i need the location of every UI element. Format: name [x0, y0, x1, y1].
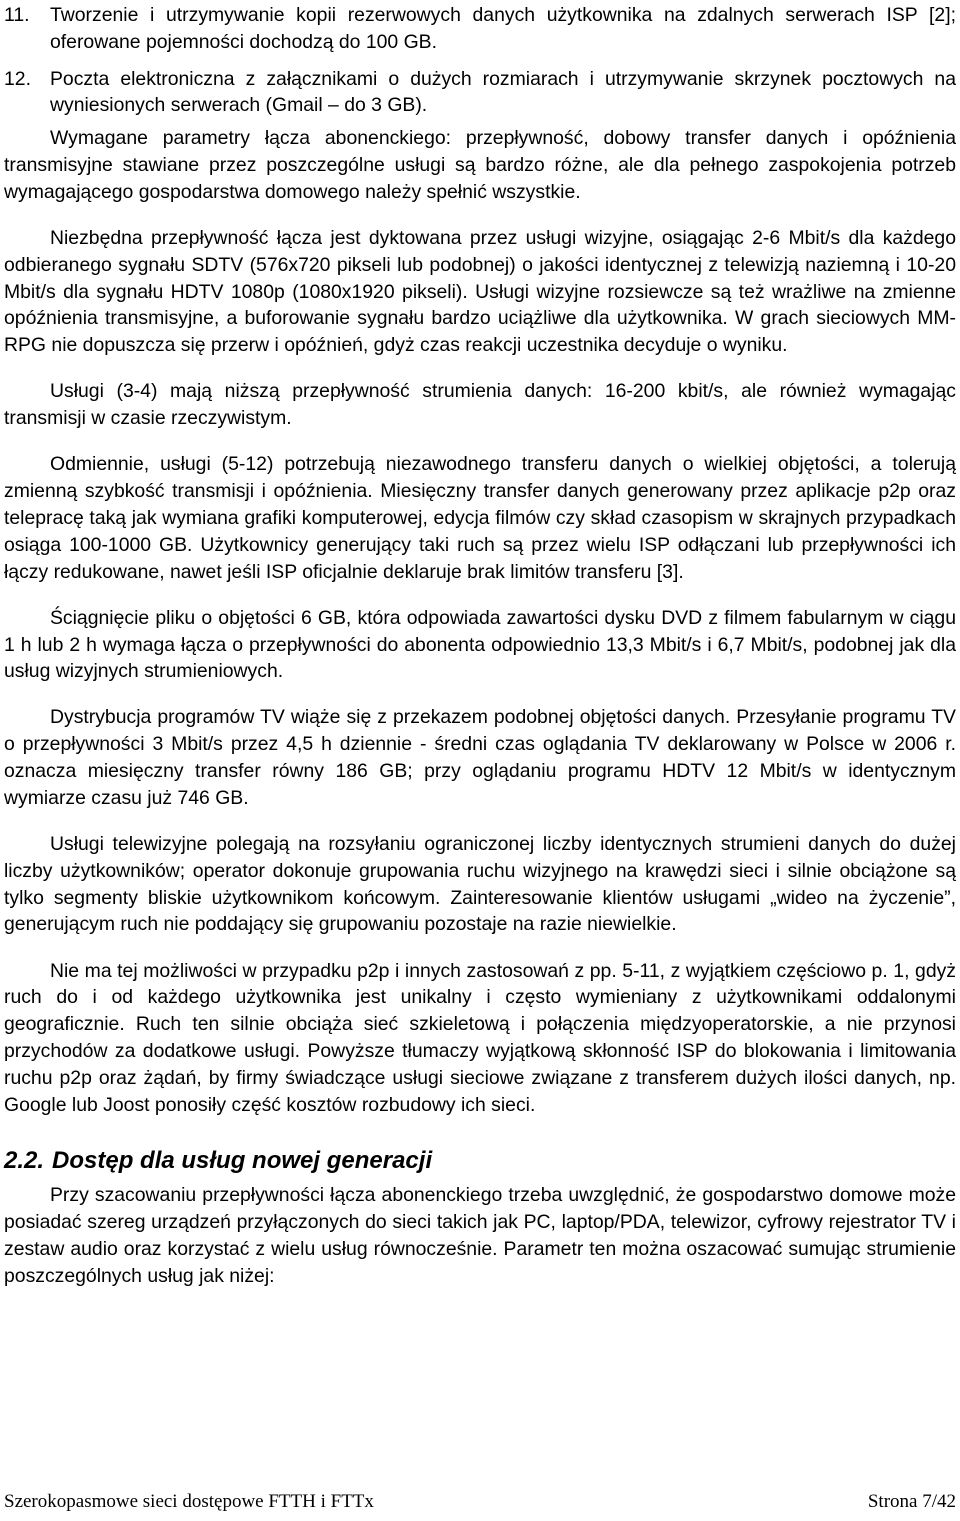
- list-item-text: Poczta elektroniczna z załącznikami o dużych rozmiarach i utrzymywanie skrzynek pocztowych na wyniesionych serwerach (Gmail – do 3 GB).: [50, 67, 956, 117]
- paragraph: Przy szacowaniu przepływności łącza abonenckiego trzeba uwzględnić, że gospodarstwo domowe może posiadać szereg urządzeń przyłączonych do sieci takich jak PC, laptop/PDA, telewizor, cyfrowy rejestrator TV i zestaw audio oraz korzystać z wielu usług równocześnie. Parametr ten można oszacować sumując strumienie poszczególnych usług jak niżej:: [4, 1184, 956, 1287]
- paragraph: Wymagane parametry łącza abonenckiego: przepływność, dobowy transfer danych i opóźnienia transmisyjne stawiane przez poszczególne usługi są bardzo różne, ale dla pełnego zaspokojenia potrzeb wymagającego gospodarstwa domowego należy spełnić wszystkie.: [4, 127, 956, 203]
- paragraph: Nie ma tej możliwości w przypadku p2p i innych zastosowań z pp. 5-11, z wyjątkiem częściowo p. 1, gdyż ruch do i od każdego użytkownika jest unikalny i często wymieniany z użytkownikami oddalonymi geograficznie. Ruch ten silnie obciąża sieć szkieletową i połączenia międzyoperatorskie, a nie przynosi przychodów za dodatkowe usługi. Powyższe tłumaczy wyjątkową skłonność ISP do blokowania i limitowania ruchu p2p oraz żądań, by firmy świadczące usługi sieciowe związane z transferem dużych ilości danych, np. Google lub Joost ponosiły część kosztów rozbudowy ich sieci.: [4, 959, 956, 1116]
- paragraph: Usługi (3-4) mają niższą przepływność strumienia danych: 16-200 kbit/s, ale również wymagając transmisji w czasie rzeczywistym.: [4, 380, 956, 430]
- document-page: [4, 2, 956, 1309]
- page-number: Strona 7/42: [867, 1491, 956, 1512]
- list-item-text: Tworzenie i utrzymywanie kopii rezerwowych danych użytkownika na zdalnych serwerach ISP [2]; oferowane pojemności dochodzą do 100 GB.: [50, 4, 956, 53]
- list-item-number: 12.: [4, 67, 31, 90]
- paragraph: Dystrybucja programów TV wiąże się z przekazem podobnej objętości danych. Przesyłanie programu TV o przepływności 3 Mbit/s przez 4,5 h dziennie - średni czas oglądania TV deklarowany w Polsce w 2006 r. oznacza miesięczny transfer równy 186 GB; przy oglądaniu programu HDTV 12 Mbit/s w identycznym wymiarze czasu już 746 GB.: [4, 706, 956, 809]
- footer-title: Szerokopasmowe sieci dostępowe FTTH i FTTx: [4, 1491, 374, 1512]
- paragraph: Niezbędna przepływność łącza jest dyktowana przez usługi wizyjne, osiągając 2-6 Mbit/s dla każdego odbieranego sygnału SDTV (576x720 pikseli lub podobnej) o jakości identycznej z telewizją naziemną i 10-20 Mbit/s dla sygnału HDTV 1080p (1080x1920 pikseli). Usługi wizyjne rozsiewcze są też wrażliwe na zmienne opóźnienia transmisyjne, a buforowanie sygnału bardzo uciążliwe dla użytkownika. W grach sieciowych MM-RPG nie dopuszcza się przerw i opóźnień, gdyż czas reakcji uczestnika decyduje o wyniku.: [4, 226, 956, 357]
- section-number: 2.2.: [4, 1147, 45, 1175]
- list-item: [4, 2, 956, 56]
- page-footer: [4, 1491, 956, 1513]
- list-item: [4, 66, 956, 120]
- paragraph: Odmiennie, usługi (5-12) potrzebują niezawodnego transferu danych o wielkiej objętości, a tolerują zmienną szybkość transmisji i opóźnienia. Miesięczny transfer danych generowany przez aplikacje p2p oraz telepracę taką jak wymiana grafiki komputerowej, edycja filmów czy skład czasopism w skrajnych przypadkach osiąga 100-1000 GB. Użytkownicy generujący taki ruch są przez wielu ISP odłączani lub przepływności ich łączy redukowane, nawet jeśli ISP oficjalnie deklaruje brak limitów transferu [3].: [4, 453, 956, 583]
- paragraph: Ściągnięcie pliku o objętości 6 GB, która odpowiada zawartości dysku DVD z filmem fabularnym w ciągu 1 h lub 2 h wymaga łącza o przepływności do abonenta odpowiednio 13,3 Mbit/s i 6,7 Mbit/s, podobnej jak dla usług wizyjnych strumieniowych.: [4, 606, 956, 683]
- paragraph: Usługi telewizyjne polegają na rozsyłaniu ograniczonej liczby identycznych strumieni danych do dużej liczby użytkowników; operator dokonuje grupowania ruchu wizyjnego na krawędzi sieci i silnie obciążone są tylko segmenty bliskie użytkownikom końcowym. Zainteresowanie klientów usługami „wideo na życzenie”, generującym ruch nie poddający się grupowaniu pozostaje na razie niewielkie.: [4, 833, 956, 936]
- section-title: Dostęp dla usług nowej generacji: [52, 1147, 433, 1175]
- list-item-number: 11.: [4, 4, 30, 26]
- section-heading: [4, 1146, 956, 1176]
